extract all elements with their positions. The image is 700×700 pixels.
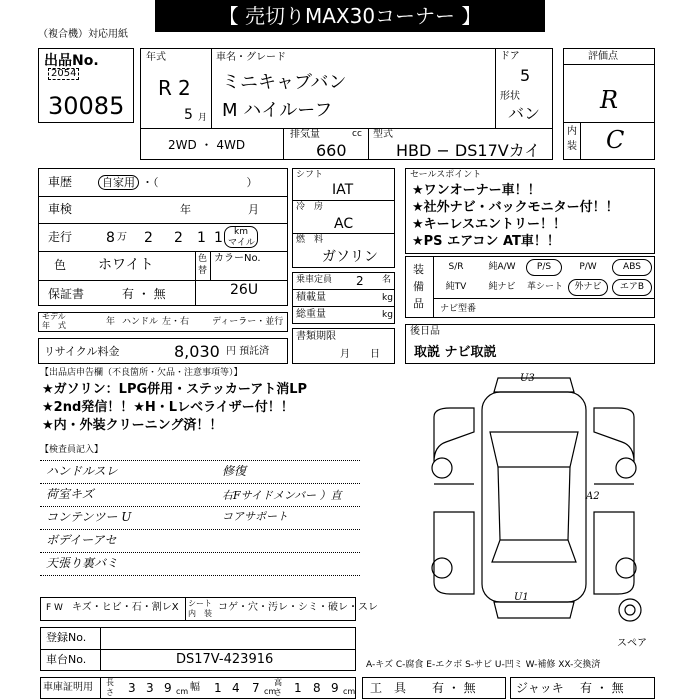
cert-height-digit: 9: [331, 681, 339, 695]
history-value: 自家用: [98, 175, 139, 190]
history-rest: ・（ ）: [142, 176, 258, 189]
warranty-label: 保証書: [48, 287, 85, 301]
cert-height-digit: 8: [313, 681, 321, 695]
lot-number: 30085: [48, 92, 125, 120]
handle-value: 左・右: [162, 317, 190, 327]
score-value: R: [600, 86, 619, 114]
cert-length-char-2: さ: [106, 688, 114, 697]
type-code: HBD − DS17Vカイ: [396, 141, 541, 160]
aftermarket-label: 後日品: [410, 326, 440, 337]
mileage-man: 8: [106, 230, 115, 246]
inspector-note: ハンドルスレ: [46, 464, 118, 478]
weight-unit: kg: [382, 310, 393, 320]
seat-label-1: シート: [188, 599, 212, 608]
chassis-label: 車台No.: [46, 653, 87, 666]
mileage-digit-4: 1: [214, 230, 223, 246]
year-era: R: [158, 76, 172, 100]
cert-length-char-1: 長: [106, 678, 114, 687]
equip-sr: S/R: [448, 262, 464, 272]
interior-value: C: [606, 126, 625, 154]
inspector-note: コンテンツー U: [46, 510, 132, 524]
equip-pw: P/W: [579, 262, 597, 272]
notes-label: 【出品店申告欄（不良箇所・欠品・注意事項等）】: [40, 368, 243, 378]
recycle-value: 8,030: [174, 342, 220, 361]
jack-label: ジャッキ: [516, 681, 564, 695]
mileage-digit-3: 1: [197, 230, 206, 246]
recycle-unit: 円 預託済: [226, 346, 270, 357]
handle-label: ハンドル: [122, 317, 159, 327]
reg-label: 登録No.: [46, 631, 87, 644]
docs-label: 書類期限: [296, 331, 336, 342]
shape-label: 形状: [500, 91, 520, 102]
recycle-label: リサイクル料金: [44, 345, 120, 358]
inspector-note: ボデイーアセ: [46, 533, 117, 547]
man-unit: 万: [117, 232, 127, 243]
equipment-label-2: 備: [413, 280, 424, 293]
cert-width-digit: 1: [214, 681, 222, 695]
warranty-value: 有 ・ 無: [122, 287, 166, 301]
year-label: 年式: [146, 52, 166, 63]
capacity-unit: 名: [382, 275, 392, 285]
notes-line: ★ガソリン：LPG併用・ステッカーアト消LP: [42, 382, 308, 397]
inspection-year-unit: 年: [180, 203, 191, 216]
notes-line: ★内・外装クリーニング済！！: [42, 418, 223, 433]
seat-label-2: 内 装: [188, 609, 212, 618]
inspection-label: 車検: [48, 202, 73, 216]
doors-value: 5: [520, 66, 531, 85]
jack-value: 有 ・ 無: [580, 681, 624, 695]
compat-note: （複合機）対応用紙: [38, 29, 128, 40]
notes-line: ★2nd発信！！★H・Lレベライザー付！！: [42, 400, 294, 415]
model-year-label-2: 年 式: [42, 321, 66, 330]
lot-label: 出品No.: [44, 53, 99, 69]
equip-airbag: エアB: [612, 279, 652, 296]
displacement-value: 660: [316, 141, 347, 160]
cert-height-char-1: 高: [274, 678, 282, 687]
sales-point: ★社外ナビ・バックモニター付！！: [412, 200, 619, 215]
km-label: km: [234, 227, 248, 237]
diagram-mark-bottom: U1: [514, 592, 529, 603]
shape-value: バン: [508, 104, 541, 123]
inspector-label: 【検査員記入】: [40, 445, 104, 455]
chassis-number: DS17V-423916: [176, 652, 274, 667]
tools-value: 有 ・ 無: [432, 681, 476, 695]
displacement-label: 排気量: [290, 129, 320, 140]
equip-ext-navi: 外ナビ: [568, 279, 608, 296]
diagram-mark-top: U3: [520, 373, 535, 384]
sales-label: セールスポイント: [410, 170, 482, 180]
equip-tv: 純TV: [445, 282, 467, 292]
grade: M ハイルーフ: [222, 100, 333, 121]
inspector-note: 修復: [222, 464, 247, 478]
mileage-digit-2: 2: [174, 230, 183, 246]
capacity-label: 乗車定員: [296, 275, 333, 285]
model-year-unit: 年: [106, 317, 116, 327]
interior-label-1: 内: [567, 126, 577, 137]
color-label: 色: [54, 258, 67, 272]
color-change-2: 替: [198, 266, 208, 276]
mileage-label: 走行: [48, 230, 73, 244]
color-no-value: 26U: [230, 282, 259, 298]
shift-label: シフト: [296, 170, 324, 180]
weight-label: 総重量: [296, 309, 326, 320]
cert-length-digit: 3: [146, 681, 154, 695]
cert-height-digit: 1: [294, 681, 302, 695]
lot-sub: 2054: [48, 68, 79, 80]
cert-height-unit: cm: [343, 687, 356, 696]
load-label: 積載量: [296, 292, 326, 303]
year-num: 2: [178, 76, 191, 100]
cert-length-unit: cm: [176, 687, 189, 696]
dealer-label: ディーラー・並行: [212, 317, 284, 327]
month-value: 5: [184, 107, 193, 123]
sales-point: ★PS エアコン AT車！！: [412, 234, 560, 249]
equip-leather: 革シート: [526, 282, 563, 292]
mile-label: マイル: [228, 238, 255, 248]
model-label: 車名・グレード: [216, 52, 286, 63]
history-label: 車歴: [48, 175, 73, 189]
ac-label: 冷 房: [296, 202, 324, 212]
equipment-label-1: 装: [413, 263, 424, 276]
color-change-1: 色: [198, 254, 208, 264]
drive-type: 2WD ・ 4WD: [168, 138, 246, 152]
aftermarket-value: 取説 ナビ取説: [414, 345, 497, 360]
type-label: 型式: [373, 129, 393, 140]
vehicle-damage-diagram: [410, 372, 658, 628]
ac-value: AC: [334, 216, 354, 232]
fuel-value: ガソリン: [322, 249, 378, 265]
seat-marks: コゲ・穴・汚レ・シミ・破レ・スレ: [218, 602, 378, 613]
equip-ps: P/S: [526, 259, 562, 276]
sales-point: ★ワンオーナー車！！: [412, 183, 541, 198]
color-value: ホワイト: [98, 257, 154, 273]
cert-width-char: 幅: [190, 682, 200, 693]
fw-label: F W: [46, 603, 63, 613]
damage-legend: A-キズ C-腐食 E-エクボ S-サビ U-凹ミ W-補修 XX-交換済: [366, 660, 601, 670]
interior-label-2: 装: [567, 141, 577, 152]
diagram-mark-side: A2: [586, 491, 600, 502]
inspector-note: 右Fサイドメンバー ）直: [222, 489, 342, 502]
color-no-label: カラーNo.: [214, 253, 261, 264]
inspection-month-unit: 月: [248, 203, 259, 216]
cert-label: 車庫証明用: [43, 682, 93, 693]
docs-unit: 月 日: [340, 349, 380, 360]
cert-width-digit: 4: [232, 681, 240, 695]
shift-value: IAT: [332, 182, 354, 198]
mileage-digit-1: 2: [144, 230, 153, 246]
doors-label: ドア: [500, 51, 520, 62]
banner: 【 売切りMAX30コーナー 】: [155, 0, 545, 32]
cert-length-digit: 3: [128, 681, 136, 695]
fw-marks: キズ・ヒビ・石・割レX: [72, 602, 179, 613]
fuel-label: 燃 料: [296, 235, 324, 245]
cert-height-char-2: さ: [274, 688, 282, 697]
cert-width-unit: cm: [264, 687, 277, 696]
inspector-note: コアサポート: [222, 510, 288, 523]
cert-length-digit: 9: [164, 681, 172, 695]
equip-abs: ABS: [612, 259, 652, 276]
equip-aw: 純A/W: [488, 262, 516, 272]
navi-label: ナビ型番: [440, 304, 477, 314]
tools-label: 工 具: [370, 681, 407, 695]
model-year-label-1: モデル: [42, 312, 66, 321]
month-unit: 月: [198, 113, 208, 123]
cc-unit: cc: [352, 129, 362, 139]
model-name: ミニキャブバン: [222, 72, 347, 93]
cert-width-digit: 7: [252, 681, 260, 695]
load-unit: kg: [382, 293, 393, 303]
capacity-value: 2: [356, 274, 364, 288]
spare-label: スペア: [617, 638, 647, 649]
score-label: 評価点: [588, 51, 618, 62]
sales-point: ★キーレスエントリー！！: [412, 217, 567, 232]
equip-navi: 純ナビ: [488, 282, 516, 292]
inspector-note: 荷室キズ: [46, 487, 94, 501]
inspector-note: 天張り裏バミ: [46, 556, 119, 570]
equipment-label-3: 品: [413, 297, 424, 310]
